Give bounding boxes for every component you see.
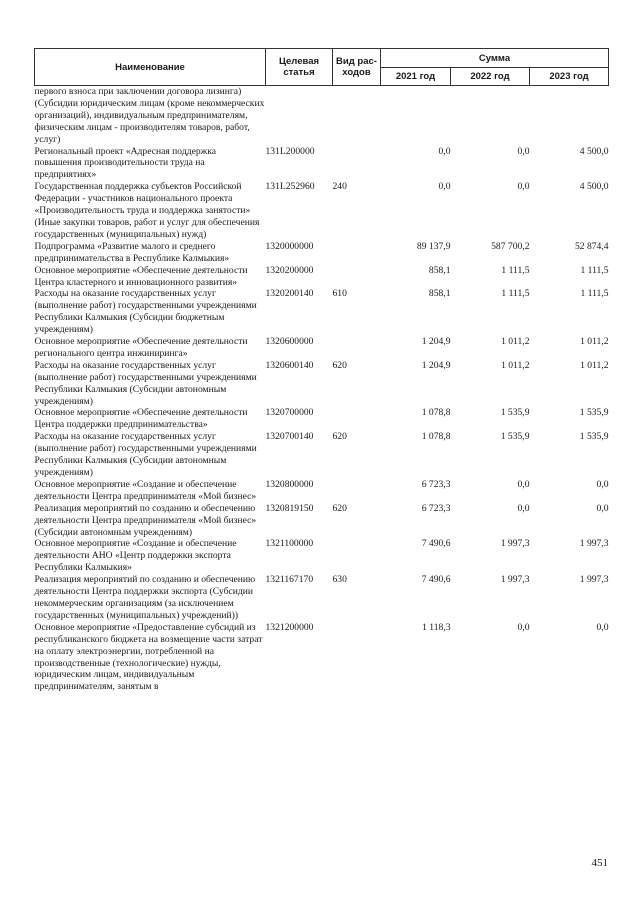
row-amount-2021: 6 723,3 [421,502,451,514]
row-amount-2023: 1 997,3 [579,538,609,550]
header-2023: 2023 год [530,68,609,86]
row-amount-2022: 0,0 [517,478,530,490]
row-amount-2021: 6 723,3 [421,478,451,490]
row-name: Региональный проект «Адресная поддержка повышения производительности труда на предприятиях» [34,145,217,181]
row-expense-type: 620 [332,502,347,514]
header-target: Целевая статья [266,49,333,86]
table-row [35,407,609,431]
row-name: Расходы на оказание государственных услуг (выполнение работ) государственными учреждениями Республики Калмыкия (Субсидии бюджетным учреждениям) [34,288,257,336]
header-2022: 2022 год [451,68,530,86]
row-amount-2022 [451,86,530,146]
row-code: 1321167170 [265,574,314,586]
table-row [35,146,609,182]
row-expense-type [333,538,381,574]
row-name: Реализация мероприятий по созданию и обеспечению деятельности Центра поддержки экспорта (Субсидии некоммерческим организациям (за исключением государственных (муниципальных) учреждений)) [34,574,256,621]
row-amount-2022: 0,0 [517,502,530,514]
table-body [35,86,609,694]
row-amount-2022: 1 535,9 [500,431,530,443]
row-amount-2021: 858,1 [428,288,451,300]
row-expense-type [333,146,381,182]
row-amount-2023 [530,86,609,146]
row-expense-type [333,407,381,431]
table-row [35,431,609,479]
row-code: 1320819150 [265,502,314,514]
row-amount-2023: 1 011,2 [580,359,609,371]
row-amount-2022: 0,0 [517,145,530,157]
row-amount-2023: 0,0 [596,502,609,514]
row-amount-2022: 1 011,2 [501,336,530,348]
row-expense-type [333,241,381,265]
table-row [35,360,609,408]
row-name: Основное мероприятие «Создание и обеспечение деятельности АНО «Центр поддержки экспорта Республики Калмыкия» [34,538,237,574]
row-code [266,86,333,146]
table-row [35,622,609,693]
table-row [35,538,609,574]
table-row [35,86,609,146]
row-name: Основное мероприятие «Обеспечение деятельности регионального центра инжиниринга» [34,336,248,359]
table-row [35,288,609,336]
row-amount-2022: 1 535,9 [500,407,530,419]
row-code: 1320000000 [265,240,314,252]
row-amount-2022: 0,0 [517,181,530,193]
row-code: 1321100000 [265,538,314,550]
row-name: Реализация мероприятий по созданию и обеспечению деятельности Центра предпринимателя «Мой бизнес» (Субсидии автономным учреждениям) [34,502,257,538]
row-name: Основное мероприятие «Обеспечение деятельности Центра поддержки предпринимательства» [34,407,248,431]
row-amount-2023: 1 011,2 [580,336,609,348]
row-name: первого взноса при заключении договора лизинга) (Субсидии юридическим лицам (кроме некоммерческих организаций), индивидуальным предпринимателям, физическим лицам - производителям товаров, работ, услуг) [34,86,265,145]
row-expense-type: 240 [332,181,347,193]
table-row [35,336,609,360]
row-amount-2021: 0,0 [438,145,451,157]
row-amount-2021: 858,1 [428,264,451,276]
row-name: Основное мероприятие «Обеспечение деятельности Центра кластерного и инновационного развития» [34,264,248,288]
row-amount-2021: 0,0 [438,181,451,193]
row-amount-2021: 89 137,9 [416,240,451,252]
row-name: Расходы на оказание государственных услуг (выполнение работ) государственными учреждениями Республики Калмыкия (Субсидии автономным учреждениям) [34,359,257,407]
table-row [35,265,609,289]
row-amount-2022: 1 997,3 [500,574,530,586]
row-amount-2023: 0,0 [596,478,609,490]
row-code: 1320700000 [265,407,314,419]
row-amount-2021 [381,86,451,146]
row-expense-type [333,265,381,289]
row-code: 1320700140 [265,431,314,443]
row-code: 1320600140 [265,359,314,371]
row-code: 1321200000 [265,621,314,633]
row-amount-2022: 1 011,2 [501,359,530,371]
table-row [35,503,609,539]
row-amount-2022: 0,0 [517,621,530,633]
row-expense-type: 630 [332,574,347,586]
table-row [35,479,609,503]
row-code: 1320600000 [265,336,314,348]
row-expense-type: 620 [332,359,347,371]
row-amount-2022: 1 111,5 [501,288,530,300]
row-amount-2023: 1 111,5 [580,288,609,300]
row-expense-type [333,622,381,693]
row-code: 131L200000 [265,145,315,157]
row-amount-2022: 1 111,5 [501,264,530,276]
row-code: 1320200000 [265,264,314,276]
row-code: 1320800000 [265,478,314,490]
row-amount-2023: 0,0 [596,621,609,633]
row-name: Основное мероприятие «Создание и обеспечение деятельности Центра предпринимателя «Мой бизнес» [34,478,257,502]
row-expense-type: 620 [332,431,347,443]
row-amount-2021: 1 078,8 [421,431,451,443]
header-vid: Вид рас-ходов [333,49,381,86]
row-expense-type [333,86,381,146]
row-name: Основное мероприятие «Предоставление субсидий из республиканского бюджета на возмещение части затрат на оплату электроэнергии, потребленной на производственные (технологические) нужды, юридическим лицам, индивидуальным предпринимателям, занятым в [34,621,263,693]
table-row [35,181,609,241]
row-amount-2023: 1 535,9 [579,407,609,419]
row-amount-2023: 1 535,9 [579,431,609,443]
row-name: Государственная поддержка субъектов Российской Федерации - участников национального проекта «Производительность труда и поддержка занятости» (Иные закупки товаров, работ и услуг для обеспечения государственных (муниципальных) нужд) [34,181,260,240]
table-row [35,574,609,622]
row-amount-2023: 1 997,3 [579,574,609,586]
row-amount-2022: 1 997,3 [500,538,530,550]
header-name: Наименование [35,49,266,86]
row-amount-2023: 4 500,0 [579,181,609,193]
row-code: 1320200140 [265,288,314,300]
row-amount-2022: 587 700,2 [491,240,530,252]
row-amount-2023: 1 111,5 [580,264,609,276]
row-code: 131L252960 [265,181,315,193]
row-amount-2021: 7 490,6 [421,574,451,586]
row-expense-type: 610 [332,288,347,300]
row-amount-2023: 4 500,0 [579,145,609,157]
table-row [35,241,609,265]
header-sum: Сумма [381,49,609,68]
budget-table [34,48,609,693]
row-amount-2021: 1 204,9 [421,336,451,348]
row-amount-2023: 52 874,4 [574,240,609,252]
page-number: 451 [591,857,608,869]
row-amount-2021: 1 118,3 [422,621,451,633]
table-header [35,49,609,86]
row-amount-2021: 1 078,8 [421,407,451,419]
header-2021: 2021 год [381,68,451,86]
row-amount-2021: 7 490,6 [421,538,451,550]
row-name: Расходы на оказание государственных услуг (выполнение работ) государственными учреждениями Республики Калмыкия (Субсидии автономным учреждениям) [34,431,257,478]
row-expense-type [333,479,381,503]
row-name: Подпрограмма «Развитие малого и среднего предпринимательства в Республике Калмыкия» [34,240,230,264]
row-expense-type [333,336,381,360]
row-amount-2021: 1 204,9 [421,359,451,371]
